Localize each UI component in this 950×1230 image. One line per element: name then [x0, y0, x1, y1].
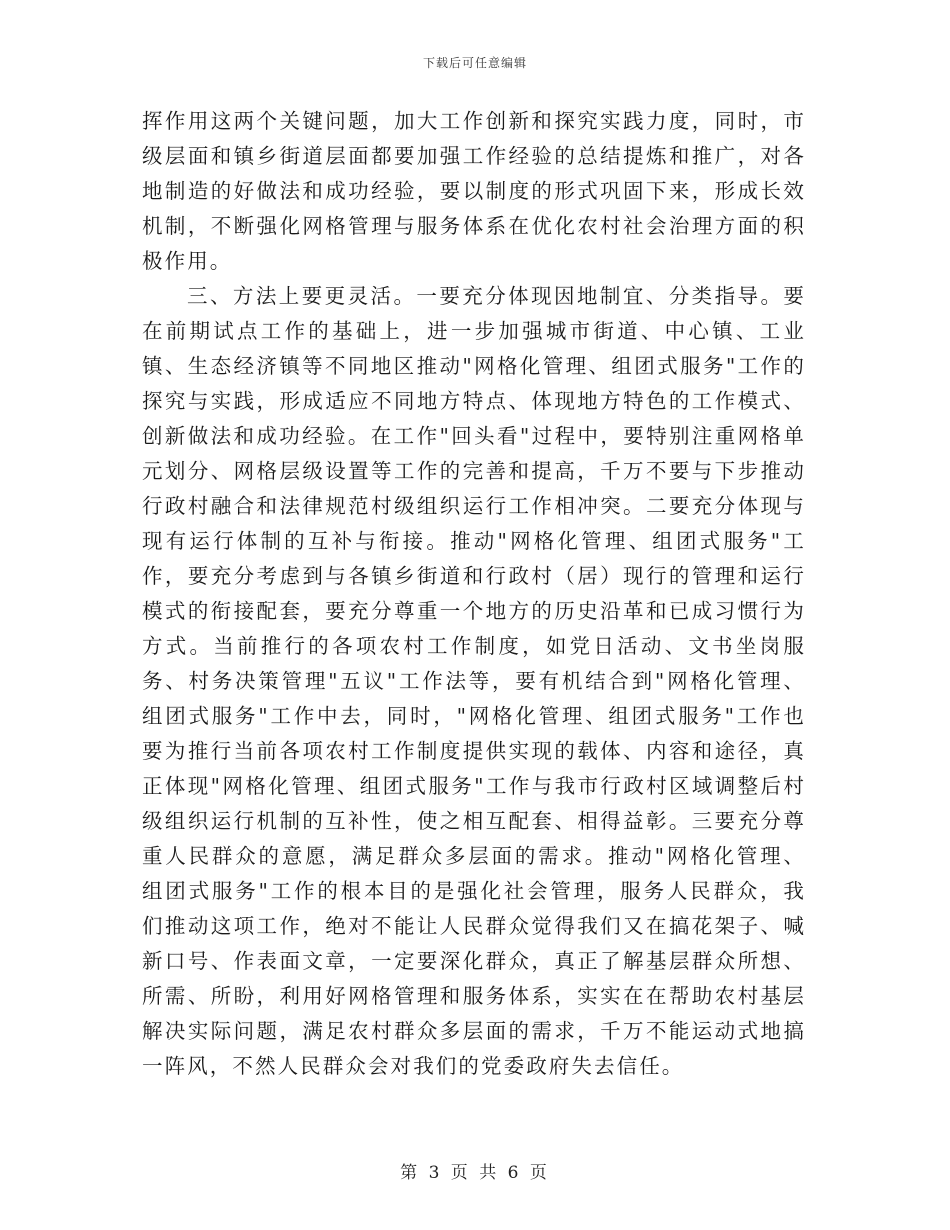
page-header: 下载后可任意编辑 — [422, 56, 527, 70]
page-number-footer: 第 3 页 共 6 页 — [400, 1163, 550, 1183]
paragraph-methods: 三、方法上要更灵活。一要充分体现因地制宜、分类指导。要在前期试点工作的基础上，进一步加强城市街道、中心镇、工业镇、生态经济镇等不同地区推动"网格化管理、组团式服务"工作的探究与实践，形成适应不同地方特点、体现地方特色的工作模式、创新做法和成功经验。在工作"回头看"过程中，要特别注重网格单元划分、网格层级设置等工作的完善和提高，千万不要与下步推动行政村融合和法律规范村级组织运行工作相冲突。二要充分体现与现有运行体制的互补与衔接。推动"网格化管理、组团式服务"工作，要充分考虑到与各镇乡街道和行政村（居）现行的管理和运行模式的衔接配套，要充分尊重一个地方的历史沿革和已成习惯行为方式。当前推行的各项农村工作制度，如党日活动、文书坐岗服务、村务决策管理"五议"工作法等，要有机结合到"网格化管理、组团式服务"工作中去，同时，"网格化管理、组团式服务"工作也要为推行当前各项农村工作制度提供实现的载体、内容和途径，真正体现"网格化管理、组团式服务"工作与我市行政村区域调整后村级组织运行机制的互补性，使之相互配套、相得益彰。三要充分尊重人民群众的意愿，满足群众多层面的需求。推动"网格化管理、组团式服务"工作的根本目的是强化社会管理，服务人民群众，我们推动这项工作，绝对不能让人民群众觉得我们又在搞花架子、喊新口号、作表面文章，一定要深化群众，真正了解基层群众所想、所需、所盼，利用好网格管理和服务体系，实实在在帮助农村基层解决实际问题，满足农村群众多层面的需求，千万不能运动式地搞一阵风，不然人民群众会对我们的党委政府失去信任。 — [142, 284, 806, 1078]
document-body — [142, 104, 806, 1084]
paragraph-continuation: 挥作用这两个关键问题，加大工作创新和探究实践力度，同时，市级层面和镇乡街道层面都要加强工作经验的总结提炼和推广，对各地制造的好做法和成功经验，要以制度的形式巩固下来，形成长效机制，不断强化网格管理与服务体系在优化农村社会治理方面的积极作用。 — [142, 109, 806, 273]
